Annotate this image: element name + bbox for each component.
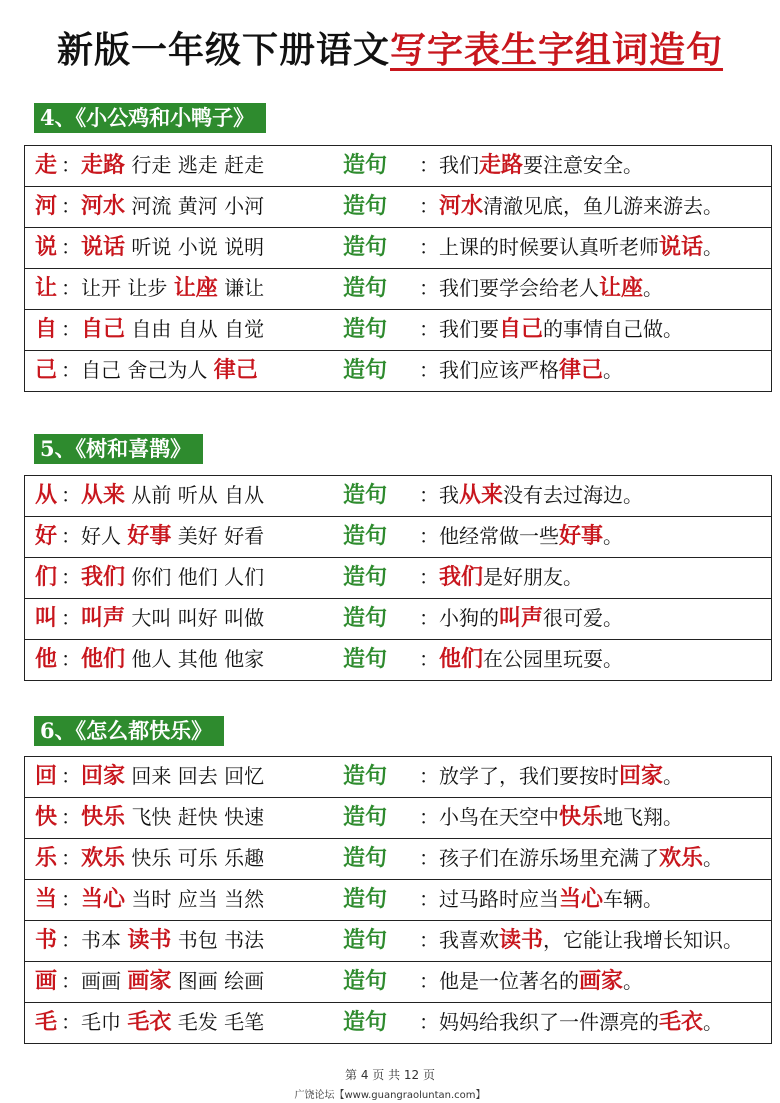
highlight-word: 毛衣 [127, 1009, 172, 1035]
table-row [25, 310, 771, 351]
sentence-text: ： [419, 565, 439, 589]
example-sentence [419, 517, 623, 555]
sentence-text: ： [419, 194, 439, 218]
sentence-text: ：我 [419, 483, 459, 507]
highlight-word: 欢乐 [659, 845, 704, 871]
highlight-word: 好事 [559, 523, 604, 549]
sentence-label: 造句 [343, 605, 388, 631]
character: 自 [35, 316, 58, 342]
word-list [61, 599, 264, 637]
highlight-word: 快乐 [559, 804, 604, 830]
character: 说 [35, 234, 58, 260]
word-list [61, 146, 264, 184]
highlight-word: 走路 [479, 152, 524, 178]
sentence-label: 造句 [343, 193, 388, 219]
word-text: ： [61, 317, 81, 341]
word-text: ： [61, 194, 81, 218]
word-list [61, 1003, 264, 1041]
table-row [25, 839, 771, 880]
character: 叫 [35, 605, 58, 631]
sentence-text: ：我们应该严格 [419, 358, 559, 382]
sentence-text: ：孩子们在游乐场里充满了 [419, 846, 659, 870]
sentence-label: 造句 [343, 275, 388, 301]
word-list [61, 269, 264, 307]
sentence-text: 很可爱。 [543, 606, 624, 630]
word-text: 书包 书法 [171, 928, 265, 952]
sentence-text: 在公园里玩耍。 [483, 647, 624, 671]
word-list [61, 640, 264, 678]
sentence-label: 造句 [343, 845, 388, 871]
highlight-word: 说话 [659, 234, 704, 260]
sentence-label: 造句 [343, 763, 388, 789]
example-sentence [419, 880, 663, 918]
example-sentence [419, 839, 723, 877]
table-row [25, 599, 771, 640]
sentence-text: ：上课的时候要认真听老师 [419, 235, 659, 259]
sentence-text: ：小狗的 [419, 606, 499, 630]
word-text: 听说 小说 说明 [125, 235, 265, 259]
word-list [61, 310, 264, 348]
example-sentence [419, 351, 623, 389]
sentence-text: ：他经常做一些 [419, 524, 559, 548]
word-text: ： [61, 887, 81, 911]
sentence-text: ：我们 [419, 153, 479, 177]
sentence-text: ：我们要学会给老人 [419, 276, 599, 300]
sentence-text: 的事情自己做。 [543, 317, 684, 341]
word-text: 飞快 赶快 快速 [125, 805, 265, 829]
section-header-6: 6、《怎么都快乐》 [34, 716, 224, 746]
word-text: ：毛巾 [61, 1010, 128, 1034]
character: 快 [35, 804, 58, 830]
character: 他 [35, 646, 58, 672]
word-text: 回来 回去 回忆 [125, 764, 265, 788]
sentence-text: ：他是一位著名的 [419, 969, 579, 993]
word-list [61, 757, 264, 795]
table-row [25, 640, 771, 681]
word-text: 美好 好看 [171, 524, 265, 548]
highlight-word: 说话 [81, 234, 126, 260]
table-row [25, 962, 771, 1003]
word-text: ： [61, 647, 81, 671]
word-list [61, 798, 264, 836]
example-sentence [419, 310, 683, 348]
example-sentence [419, 962, 643, 1000]
character: 毛 [35, 1009, 58, 1035]
example-sentence [419, 1003, 723, 1041]
sentence-text: 。 [603, 524, 624, 548]
highlight-word: 毛衣 [659, 1009, 704, 1035]
character: 回 [35, 763, 58, 789]
highlight-word: 读书 [499, 927, 544, 953]
highlight-word: 读书 [127, 927, 172, 953]
word-text: 河流 黄河 小河 [125, 194, 265, 218]
highlight-word: 叫声 [81, 605, 126, 631]
word-text: 快乐 可乐 乐趣 [125, 846, 265, 870]
word-text: 从前 听从 自从 [125, 483, 265, 507]
highlight-word: 从来 [459, 482, 504, 508]
example-sentence [419, 798, 683, 836]
character: 让 [35, 275, 58, 301]
highlight-word: 走路 [81, 152, 126, 178]
word-list [61, 517, 264, 555]
sentence-label: 造句 [343, 1009, 388, 1035]
sentence-text: 是好朋友。 [483, 565, 584, 589]
table-row [25, 757, 771, 798]
word-list [61, 187, 264, 225]
word-text: 他人 其他 他家 [125, 647, 265, 671]
word-list [61, 839, 264, 877]
character: 己 [35, 357, 58, 383]
character: 走 [35, 152, 58, 178]
sentence-text: ：我们要 [419, 317, 499, 341]
word-text: ： [61, 235, 81, 259]
highlight-word: 当心 [81, 886, 126, 912]
table-row [25, 921, 771, 962]
highlight-word: 让座 [173, 275, 218, 301]
section-table-5 [24, 475, 772, 681]
sentence-text: 。 [703, 846, 724, 870]
character: 河 [35, 193, 58, 219]
word-text: 当时 应当 当然 [125, 887, 265, 911]
sentence-label: 造句 [343, 804, 388, 830]
section-header-4: 4、《小公鸡和小鸭子》 [34, 103, 266, 133]
sentence-text: 车辆。 [603, 887, 664, 911]
table-row [25, 798, 771, 839]
example-sentence [419, 228, 723, 266]
word-text: ：好人 [61, 524, 128, 548]
character: 画 [35, 968, 58, 994]
sentence-label: 造句 [343, 968, 388, 994]
word-list [61, 962, 264, 1000]
example-sentence [419, 599, 623, 637]
character: 从 [35, 482, 58, 508]
word-list [61, 351, 258, 389]
character: 乐 [35, 845, 58, 871]
word-text: 毛发 毛笔 [171, 1010, 265, 1034]
page-title [0, 22, 780, 73]
sentence-label: 造句 [343, 482, 388, 508]
highlight-word: 自己 [81, 316, 126, 342]
sentence-label: 造句 [343, 927, 388, 953]
sentence-text: 。 [703, 235, 724, 259]
word-list [61, 921, 264, 959]
word-text: ：书本 [61, 928, 128, 952]
sentence-text: ：妈妈给我织了一件漂亮的 [419, 1010, 659, 1034]
sentence-text: ： [419, 647, 439, 671]
table-row [25, 146, 771, 187]
word-list [61, 228, 264, 266]
sentence-text: ：我喜欢 [419, 928, 499, 952]
forum-credit: 广饶论坛【www.guangraoluntan.com】 [294, 1090, 486, 1101]
sentence-label: 造句 [343, 523, 388, 549]
word-text: ： [61, 805, 81, 829]
table-row [25, 880, 771, 921]
highlight-word: 他们 [81, 646, 126, 672]
sentence-text: 要注意安全。 [523, 153, 644, 177]
table-row [25, 228, 771, 269]
word-text: 行走 逃走 赶走 [125, 153, 265, 177]
word-list [61, 880, 264, 918]
sentence-text: 清澈见底，鱼儿游来游去。 [483, 194, 724, 218]
word-text: ：让开 让步 [61, 276, 174, 300]
sentence-text: 。 [703, 1010, 724, 1034]
highlight-word: 我们 [81, 564, 126, 590]
word-text: ： [61, 606, 81, 630]
page-number: 第 4 页 共 12 页 [345, 1068, 435, 1082]
sentence-text: 。 [623, 969, 644, 993]
highlight-word: 画家 [127, 968, 172, 994]
highlight-word: 让座 [599, 275, 644, 301]
sentence-text: 。 [663, 764, 684, 788]
word-text: 大叫 叫好 叫做 [125, 606, 265, 630]
word-text: ：自己 舍己为人 [61, 358, 214, 382]
example-sentence [419, 146, 643, 184]
highlight-word: 回家 [619, 763, 664, 789]
example-sentence [419, 921, 743, 959]
table-row [25, 476, 771, 517]
word-text: ： [61, 483, 81, 507]
sentence-label: 造句 [343, 646, 388, 672]
section-table-6 [24, 756, 772, 1044]
sentence-text: ，它能让我增长知识。 [543, 928, 744, 952]
highlight-word: 律己 [213, 357, 258, 383]
sentence-text: 。 [603, 358, 624, 382]
highlight-word: 好事 [127, 523, 172, 549]
sentence-label: 造句 [343, 234, 388, 260]
character: 书 [35, 927, 58, 953]
sentence-label: 造句 [343, 886, 388, 912]
example-sentence [419, 558, 583, 596]
highlight-word: 从来 [81, 482, 126, 508]
word-list [61, 476, 264, 514]
table-row [25, 351, 771, 392]
example-sentence [419, 476, 643, 514]
section-table-4 [24, 145, 772, 392]
table-row [25, 558, 771, 599]
table-row [25, 517, 771, 558]
word-text: ： [61, 153, 81, 177]
table-row [25, 1003, 771, 1044]
example-sentence [419, 269, 663, 307]
sentence-text: ：放学了，我们要按时 [419, 764, 619, 788]
example-sentence [419, 757, 683, 795]
word-text: 图画 绘画 [171, 969, 265, 993]
sentence-label: 造句 [343, 316, 388, 342]
word-list [61, 558, 264, 596]
highlight-word: 自己 [499, 316, 544, 342]
highlight-word: 河水 [439, 193, 484, 219]
page-title-main: 新版一年级下册语文 [56, 29, 390, 71]
sentence-text: 。 [643, 276, 664, 300]
page-title-highlight: 写字表生字组词造句 [390, 29, 724, 71]
section-header-5: 5、《树和喜鹊》 [34, 434, 203, 464]
character: 好 [35, 523, 58, 549]
highlight-word: 他们 [439, 646, 484, 672]
highlight-word: 欢乐 [81, 845, 126, 871]
highlight-word: 回家 [81, 763, 126, 789]
word-text: ：画画 [61, 969, 128, 993]
highlight-word: 画家 [579, 968, 624, 994]
sentence-text: ：小鸟在天空中 [419, 805, 559, 829]
sentence-text: 没有去过海边。 [503, 483, 644, 507]
sentence-label: 造句 [343, 564, 388, 590]
example-sentence [419, 640, 623, 678]
word-text: 你们 他们 人们 [125, 565, 265, 589]
sentence-text: 地飞翔。 [603, 805, 684, 829]
character: 当 [35, 886, 58, 912]
sentence-label: 造句 [343, 357, 388, 383]
highlight-word: 当心 [559, 886, 604, 912]
table-row [25, 187, 771, 228]
character: 们 [35, 564, 58, 590]
word-text: 谦让 [217, 276, 265, 300]
word-text: ： [61, 846, 81, 870]
sentence-text: ：过马路时应当 [419, 887, 559, 911]
highlight-word: 叫声 [499, 605, 544, 631]
word-text: 自由 自从 自觉 [125, 317, 265, 341]
sentence-label: 造句 [343, 152, 388, 178]
word-text: ： [61, 764, 81, 788]
table-row [25, 269, 771, 310]
highlight-word: 律己 [559, 357, 604, 383]
example-sentence [419, 187, 723, 225]
highlight-word: 我们 [439, 564, 484, 590]
highlight-word: 快乐 [81, 804, 126, 830]
highlight-word: 河水 [81, 193, 126, 219]
word-text: ： [61, 565, 81, 589]
